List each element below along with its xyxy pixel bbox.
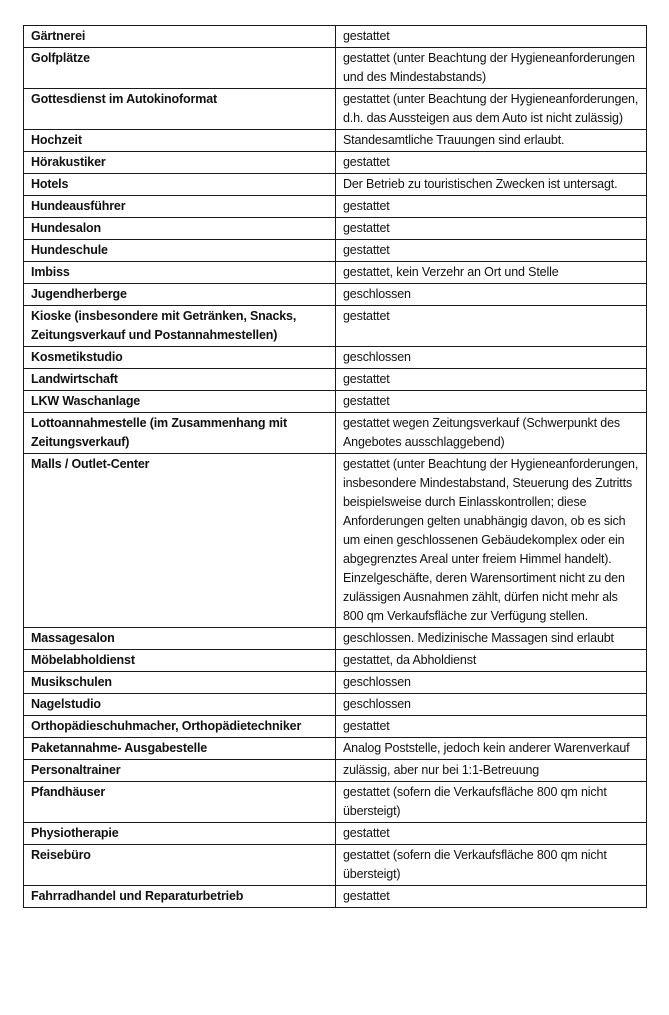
status-cell: gestattet (sofern die Verkaufsfläche 800 qm nicht übersteigt) [336, 782, 647, 823]
status-cell: gestattet (unter Beachtung der Hygieneanforderungen und des Mindestabstands) [336, 48, 647, 89]
table-row [24, 716, 647, 738]
business-name-cell: Pfandhäuser [24, 782, 336, 823]
table-row [24, 672, 647, 694]
business-name-cell: Jugendherberge [24, 284, 336, 306]
status-cell: gestattet [336, 218, 647, 240]
table-body [24, 26, 647, 908]
table-row [24, 48, 647, 89]
table-row [24, 130, 647, 152]
status-cell: gestattet, kein Verzehr an Ort und Stelle [336, 262, 647, 284]
business-name-cell: Hochzeit [24, 130, 336, 152]
table-row [24, 886, 647, 908]
status-cell: geschlossen [336, 672, 647, 694]
table-row [24, 347, 647, 369]
business-name-cell: Physiotherapie [24, 823, 336, 845]
business-name-cell: LKW Waschanlage [24, 391, 336, 413]
business-status-table [23, 25, 647, 908]
status-cell: Analog Poststelle, jedoch kein anderer Warenverkauf [336, 738, 647, 760]
table-row [24, 306, 647, 347]
table-row [24, 152, 647, 174]
business-name-cell: Golfplätze [24, 48, 336, 89]
business-name-cell: Möbelabholdienst [24, 650, 336, 672]
status-cell: Der Betrieb zu touristischen Zwecken ist untersagt. [336, 174, 647, 196]
business-name-cell: Nagelstudio [24, 694, 336, 716]
business-name-cell: Paketannahme- Ausgabestelle [24, 738, 336, 760]
table-row [24, 650, 647, 672]
status-cell: gestattet [336, 823, 647, 845]
table-row [24, 694, 647, 716]
status-cell: geschlossen. Medizinische Massagen sind erlaubt [336, 628, 647, 650]
status-cell: gestattet [336, 886, 647, 908]
business-name-cell: Personaltrainer [24, 760, 336, 782]
business-name-cell: Hundesalon [24, 218, 336, 240]
business-name-cell: Hundeschule [24, 240, 336, 262]
table-row [24, 760, 647, 782]
status-cell: gestattet [336, 716, 647, 738]
business-name-cell: Lottoannahmestelle (im Zusammenhang mit Zeitungsverkauf) [24, 413, 336, 454]
table-row [24, 454, 647, 628]
table-row [24, 391, 647, 413]
table-row [24, 89, 647, 130]
status-cell: gestattet [336, 26, 647, 48]
status-cell: gestattet [336, 391, 647, 413]
table-row [24, 262, 647, 284]
table-row [24, 845, 647, 886]
status-cell: gestattet (unter Beachtung der Hygieneanforderungen, d.h. das Aussteigen aus dem Auto ist nicht zulässig) [336, 89, 647, 130]
business-name-cell: Orthopädieschuhmacher, Orthopädietechniker [24, 716, 336, 738]
business-name-cell: Hotels [24, 174, 336, 196]
status-cell: zulässig, aber nur bei 1:1-Betreuung [336, 760, 647, 782]
table-row [24, 196, 647, 218]
business-name-cell: Fahrradhandel und Reparaturbetrieb [24, 886, 336, 908]
table-row [24, 369, 647, 391]
status-cell: gestattet [336, 196, 647, 218]
business-name-cell: Massagesalon [24, 628, 336, 650]
table-row [24, 240, 647, 262]
status-cell: geschlossen [336, 284, 647, 306]
business-name-cell: Malls / Outlet-Center [24, 454, 336, 628]
status-cell: gestattet [336, 240, 647, 262]
table-row [24, 628, 647, 650]
table-row [24, 218, 647, 240]
table-row [24, 413, 647, 454]
status-cell: gestattet (sofern die Verkaufsfläche 800 qm nicht übersteigt) [336, 845, 647, 886]
table-row [24, 738, 647, 760]
table-row [24, 26, 647, 48]
table-row [24, 174, 647, 196]
status-cell: gestattet [336, 369, 647, 391]
status-cell: gestattet wegen Zeitungsverkauf (Schwerpunkt des Angebotes ausschlaggebend) [336, 413, 647, 454]
status-cell: geschlossen [336, 694, 647, 716]
status-cell: gestattet (unter Beachtung der Hygieneanforderungen, insbesondere Mindestabstand, Steuerung des Zutritts beispielsweise durch Einlasskontrollen; diese Anforderungen gelten unabhängig davon, ob es sich um einen geschlossenen Gebäudekomplex oder ein abgegrenztes Areal unter freiem Himmel handelt). Einzelgeschäfte, deren Warensortiment nicht zu den zulässigen Ausnahmen zählt, dürfen nicht mehr als 800 qm Verkaufsfläche zur Verfügung stellen. [336, 454, 647, 628]
status-cell: gestattet, da Abholdienst [336, 650, 647, 672]
table-row [24, 284, 647, 306]
business-name-cell: Gottesdienst im Autokinoformat [24, 89, 336, 130]
table-row [24, 823, 647, 845]
business-name-cell: Gärtnerei [24, 26, 336, 48]
business-name-cell: Kosmetikstudio [24, 347, 336, 369]
business-name-cell: Landwirtschaft [24, 369, 336, 391]
business-name-cell: Hundeausführer [24, 196, 336, 218]
business-name-cell: Imbiss [24, 262, 336, 284]
status-cell: gestattet [336, 306, 647, 347]
business-name-cell: Hörakustiker [24, 152, 336, 174]
business-name-cell: Reisebüro [24, 845, 336, 886]
status-cell: geschlossen [336, 347, 647, 369]
business-name-cell: Musikschulen [24, 672, 336, 694]
status-cell: Standesamtliche Trauungen sind erlaubt. [336, 130, 647, 152]
business-name-cell: Kioske (insbesondere mit Getränken, Snacks, Zeitungsverkauf und Postannahmestellen) [24, 306, 336, 347]
table-row [24, 782, 647, 823]
status-cell: gestattet [336, 152, 647, 174]
